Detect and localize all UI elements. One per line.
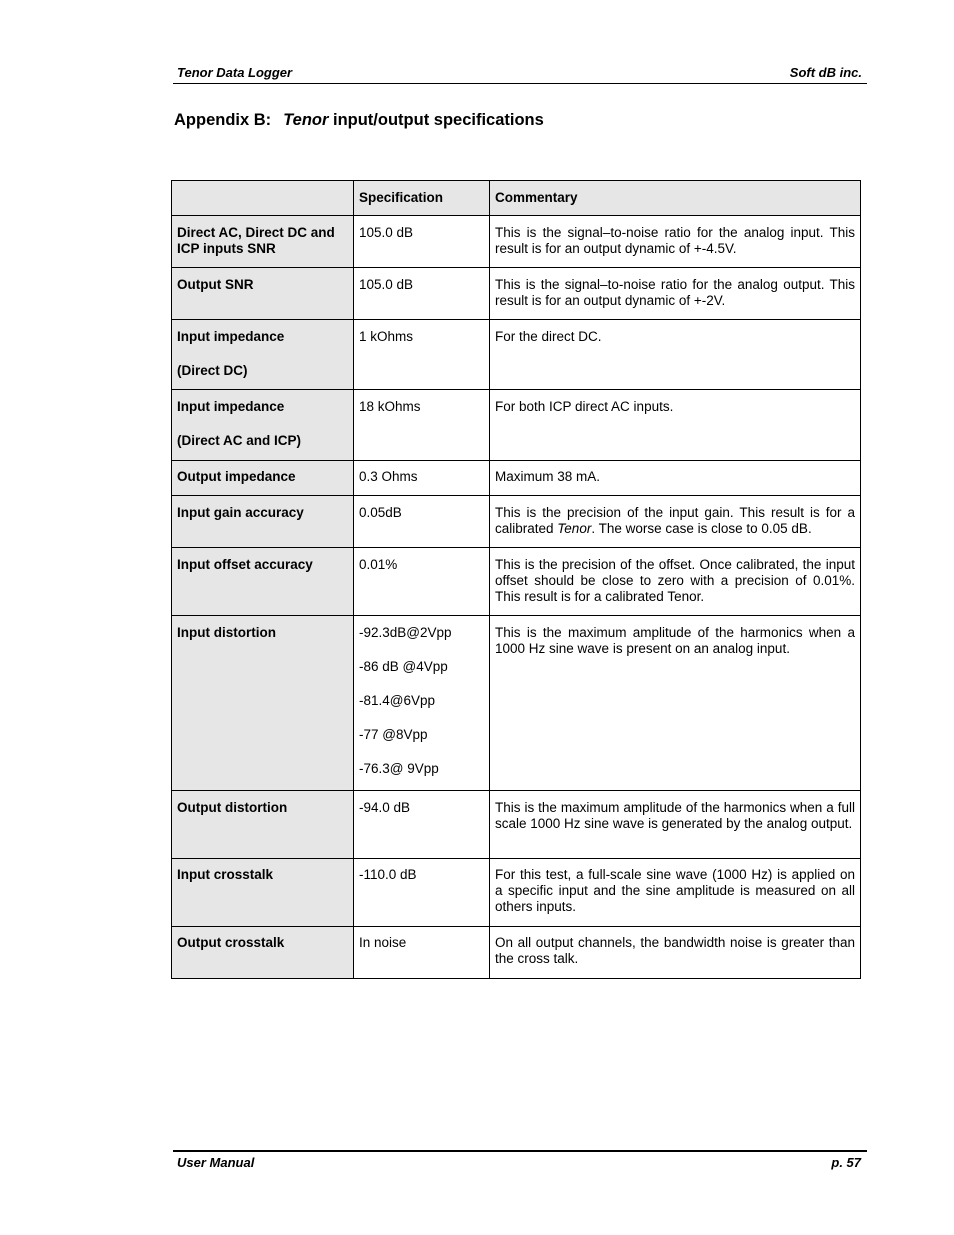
spec-line: -92.3dB@2Vpp [359,625,452,640]
table-row [172,927,861,979]
row-commentary: This is the maximum amplitude of the harmonics when a 1000 Hz sine wave is present on an analog input. [490,616,861,791]
column-header-parameter [172,181,354,216]
table-row [172,791,861,859]
row-commentary: Maximum 38 mA. [490,461,861,496]
table-row [172,859,861,927]
spec-line: -76.3@ 9Vpp [359,761,439,776]
row-specification: 0.3 Ohms [354,461,490,496]
table-row [172,548,861,616]
commentary-text: This is the precision of the input gain. This result is for a calibrated [495,505,855,536]
table-row [172,461,861,496]
title-italic: Tenor [283,111,329,129]
row-parameter: Input gain accuracy [172,496,354,548]
row-specification: 0.01% [354,548,490,616]
spec-line: -86 dB @4Vpp [359,659,448,674]
row-specification: -94.0 dB [354,791,490,859]
row-parameter [172,320,354,390]
row-parameter [172,390,354,461]
table-row [172,216,861,268]
header-company: Soft dB inc. [789,65,862,80]
row-parameter-line-2: (Direct AC and ICP) [177,433,302,448]
table-row [172,320,861,390]
row-parameter: Input crosstalk [172,859,354,927]
row-specification: 18 kOhms [354,390,490,461]
row-specification: 105.0 dB [354,216,490,268]
table-row [172,616,861,791]
table-header-row [172,181,861,216]
page-number: p. 57 [831,1155,861,1170]
header-document-title: Tenor Data Logger [177,65,293,80]
row-commentary: This is the signal–to-noise ratio for the analog output. This result is for an output dynamic of +-2V. [490,268,861,320]
row-parameter: Input offset accuracy [172,548,354,616]
table-row [172,496,861,548]
row-parameter: Output crosstalk [172,927,354,979]
row-commentary: This is the signal–to-noise ratio for the analog input. This result is for an output dynamic of +-4.5V. [490,216,861,268]
column-header-specification: Specification [354,181,490,216]
row-commentary: For both ICP direct AC inputs. [490,390,861,461]
row-commentary: For the direct DC. [490,320,861,390]
row-parameter-line-1: Input impedance [177,329,285,344]
row-commentary: This is the maximum amplitude of the harmonics when a full scale 1000 Hz sine wave is generated by the analog output. [490,791,861,859]
title-suffix: input/output specifications [328,111,544,129]
row-specification: 0.05dB [354,496,490,548]
row-parameter: Input distortion [172,616,354,791]
row-parameter-line-1: Input impedance [177,399,285,414]
row-commentary: For this test, a full-scale sine wave (1000 Hz) is applied on a specific input and the sine amplitude is measured on all others inputs. [490,859,861,927]
spec-line: -81.4@6Vpp [359,693,436,708]
table-row [172,268,861,320]
specifications-table [171,180,861,979]
row-specification: In noise [354,927,490,979]
spec-line: -77 @8Vpp [359,727,428,742]
commentary-italic: Tenor [557,521,592,536]
row-specification [354,616,490,791]
title-prefix: Appendix B: [174,111,272,129]
row-parameter: Output distortion [172,791,354,859]
column-header-commentary: Commentary [490,181,861,216]
row-parameter-line-2: (Direct DC) [177,363,248,378]
commentary-text: . The worse case is close to 0.05 dB. [591,521,812,536]
row-commentary [490,496,861,548]
row-parameter: Output SNR [172,268,354,320]
footer-document-type: User Manual [177,1155,255,1170]
row-specification: 1 kOhms [354,320,490,390]
row-parameter: Direct AC, Direct DC and ICP inputs SNR [172,216,354,268]
page-header [173,64,867,84]
row-parameter: Output impedance [172,461,354,496]
page-title [174,111,544,130]
row-specification: 105.0 dB [354,268,490,320]
row-specification: -110.0 dB [354,859,490,927]
table-row [172,390,861,461]
row-commentary: On all output channels, the bandwidth noise is greater than the cross talk. [490,927,861,979]
row-commentary: This is the precision of the offset. Once calibrated, the input offset should be close to zero with a precision of 0.01%. This result is for a calibrated Tenor. [490,548,861,616]
page-footer [173,1150,867,1174]
